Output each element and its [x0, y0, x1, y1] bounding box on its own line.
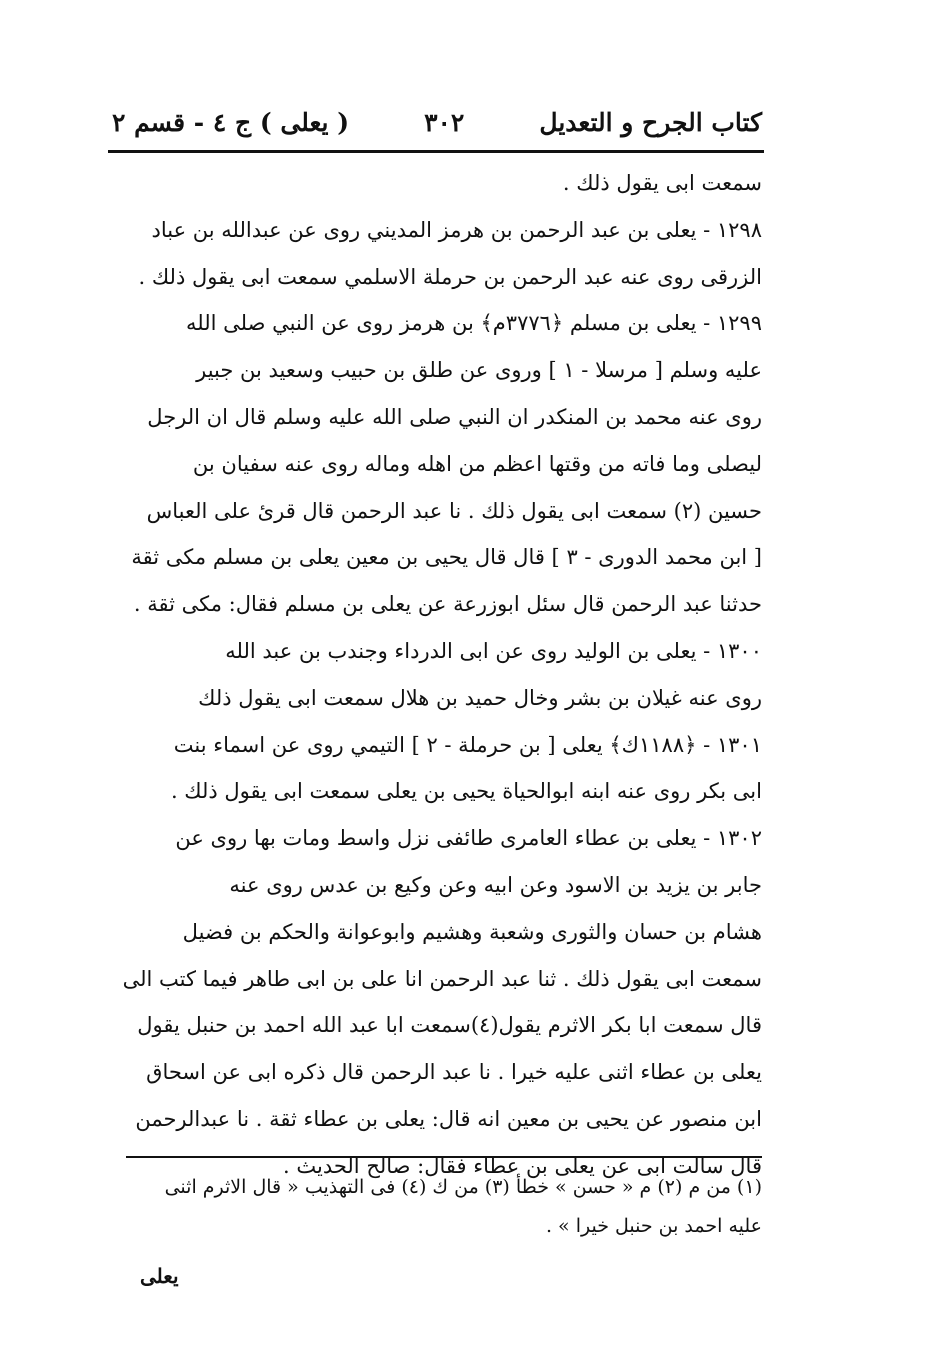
- text-line: ١٣٠١ - ﴿١١٨٨ك﴾ يعلى [ بن حرملة - ٢ ] التيمي روى عن اسماء بنت: [173, 732, 762, 757]
- text-line: روى عنه غيلان بن بشر وخال حميد بن هلال سمعت ابى يقول ذلك: [198, 685, 762, 710]
- text-line: جابر بن يزيد بن الاسود وعن ابيه وعن وكيع بن عدس روى عنه: [229, 872, 762, 897]
- text-line: حدثنا عبد الرحمن قال سئل ابوزرعة عن يعلى بن مسلم فقال: مكى ثقة .: [133, 592, 762, 617]
- text-line: روى عنه محمد بن المنكدر ان النبي صلى الله عليه وسلم قال ان الرجل: [147, 404, 762, 429]
- running-header: [112, 96, 762, 148]
- text-line: هشام بن حسان والثورى وشعبة وهشيم وابوعوانة والحكم بن فضيل: [182, 919, 762, 944]
- text-line: [ ابن محمد الدورى - ٣ ] قال قال يحيى بن معين يعلى بن مسلم مكى ثقة: [131, 545, 762, 570]
- footnotes: [126, 1168, 762, 1246]
- page-number: ٣٠٢: [424, 107, 465, 137]
- footnote-line: (١) من م (٢) م « حسن » خطأ (٣) من ك (٤) فى التهذيب « قال الاثرم اثنى: [164, 1176, 762, 1198]
- text-line: حسين (٢) سمعت ابى يقول ذلك . نا عبد الرحمن قال قرئ على العباس: [146, 498, 762, 523]
- text-line: ١٢٩٩ - يعلى بن مسلم ﴿٣٧٧٦م﴾ بن هرمز روى عن النبي صلى الله: [186, 311, 762, 336]
- text-line: ابن منصور عن يحيى بن معين انه قال: يعلى بن عطاء ثقة . نا عبدالرحمن: [135, 1106, 762, 1131]
- text-line: ١٣٠٢ - يعلى بن عطاء العامرى طائفى نزل واسط ومات بها روى عن: [175, 826, 762, 851]
- text-line: يعلى بن عطاء اثنى عليه خيرا . نا عبد الرحمن قال ذكره ابى عن اسحاق: [146, 1060, 762, 1085]
- text-line: ١٣٠٠ - يعلى بن الوليد روى عن ابى الدرداء وجندب بن عبد الله: [225, 638, 762, 663]
- book-title: كتاب الجرح و التعديل: [539, 107, 762, 137]
- footnote-rule: [126, 1156, 762, 1158]
- text-line: سمعت ابى يقول ذلك . ثنا عبد الرحمن انا على بن ابى طاهر فيما كتب الى: [122, 966, 762, 991]
- text-line: قال سالت ابى عن يعلى بن عطاء فقال: صالح الحديث .: [283, 1153, 762, 1178]
- text-line: سمعت ابى يقول ذلك .: [562, 171, 762, 195]
- text-line: عليه وسلم [ مرسلا - ١ ] وروى عن طلق بن حبيب وسعيد بن جبير: [196, 358, 762, 383]
- catchword: يعلى: [140, 1264, 179, 1288]
- text-line: ١٢٩٨ - يعلى بن عبد الرحمن بن هرمز المديني روى عن عبدالله بن عباد: [151, 217, 762, 242]
- header-rule: [108, 150, 764, 153]
- text-line: ليصلى وما فاته من وقتها اعظم من اهله وماله روى عنه سفيان بن: [192, 451, 762, 476]
- text-line: الزرقى روى عنه عبد الرحمن بن حرملة الاسلمي سمعت ابى يقول ذلك .: [138, 264, 762, 289]
- main-text: [118, 160, 762, 1190]
- section-label: ( يعلى ) ج ٤ - قسم ٢: [112, 107, 350, 137]
- text-line: قال سمعت ابا بكر الاثرم يقول(٤)سمعت ابا عبد الله احمد بن حنبل يقول: [137, 1013, 762, 1038]
- footnote-line: عليه احمد بن حنبل خيرا » .: [545, 1215, 762, 1237]
- text-line: ابى بكر روى عنه ابنه ابوالحياة يحيى بن يعلى سمعت ابى يقول ذلك .: [170, 779, 762, 804]
